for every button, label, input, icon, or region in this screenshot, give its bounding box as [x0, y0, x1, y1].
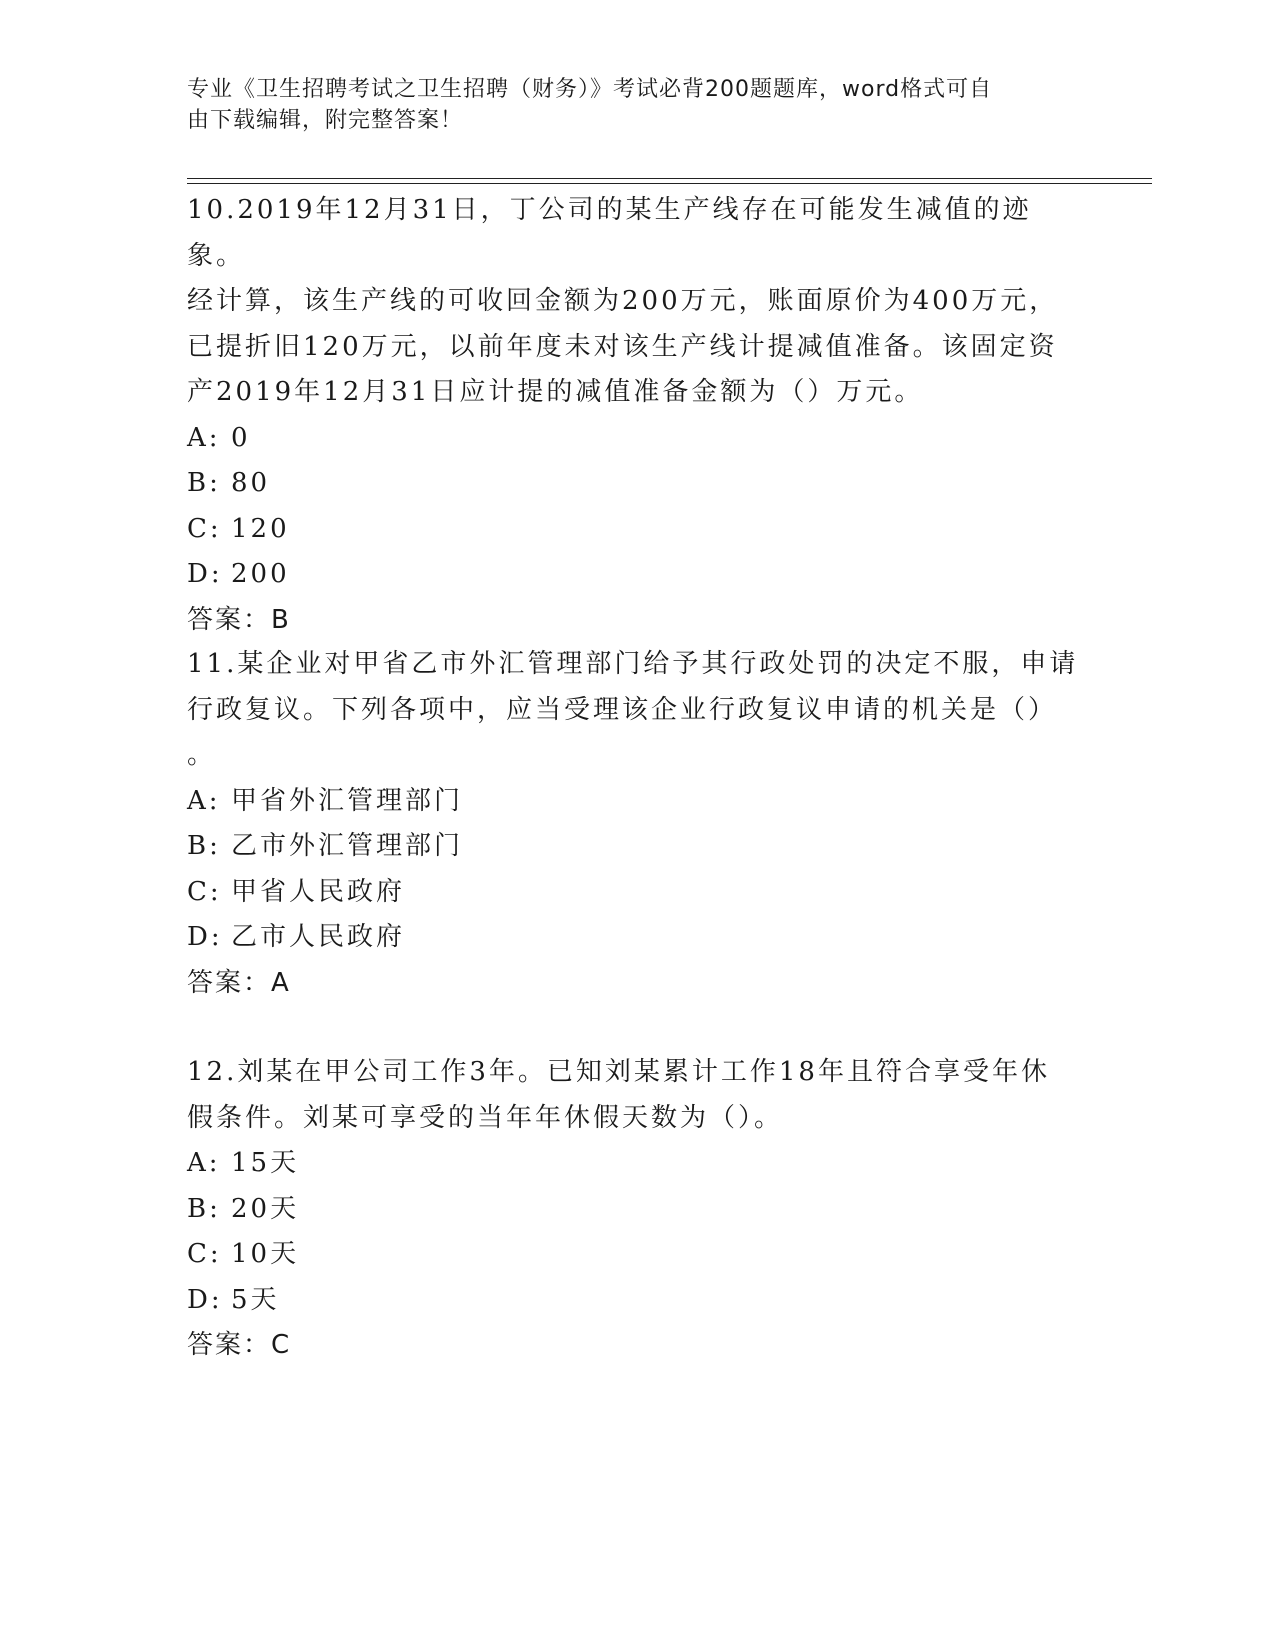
header-divider-bottom — [187, 183, 1152, 184]
answer-line: 答案：C — [187, 1330, 292, 1360]
option-c — [187, 1232, 1087, 1278]
question-stem — [187, 188, 1087, 416]
option-a — [187, 416, 1087, 462]
option-text: 0 — [231, 422, 251, 453]
stem-line: 假条件。刘某可享受的当年年休假天数为（）。 — [187, 1102, 784, 1133]
option-text: 乙市人民政府 — [231, 922, 406, 952]
option-a — [187, 1141, 1087, 1187]
option-d — [187, 915, 1087, 961]
header-line-1: 专业《卫生招聘考试之卫生招聘（财务）》考试必背200题题库，word格式可自 — [187, 77, 993, 102]
option-b — [187, 824, 1087, 870]
question-stem — [187, 642, 1087, 779]
option-list — [187, 779, 1087, 961]
stem-line: 11.某企业对甲省乙市外汇管理部门给予其行政处罚的决定不服，申请 — [187, 649, 1079, 679]
stem-line: 10.2019年12月31日，丁公司的某生产线存在可能发生减值的迹象。 — [187, 195, 1032, 271]
document-header — [187, 74, 1087, 136]
option-text: 80 — [231, 468, 271, 498]
question-11 — [187, 642, 1087, 1006]
option-c — [187, 870, 1087, 916]
stem-line: 经计算，该生产线的可收回金额为200万元，账面原价为400万元， — [187, 286, 1059, 316]
stem-line: 。 — [187, 740, 217, 770]
option-text: 5天 — [231, 1284, 280, 1315]
option-text: 15天 — [231, 1148, 300, 1178]
option-letter: D: — [187, 922, 223, 952]
header-line-2: 由下载编辑，附完整答案！ — [187, 108, 464, 133]
option-d — [187, 1278, 1087, 1324]
question-10 — [187, 188, 1087, 643]
option-letter: B: — [187, 1193, 221, 1224]
option-letter: A: — [187, 1148, 221, 1178]
option-text: 甲省人民政府 — [231, 876, 406, 907]
option-letter: A: — [187, 785, 221, 816]
option-letter: C: — [187, 1239, 222, 1269]
option-text: 20天 — [231, 1193, 300, 1224]
stem-line: 行政复议。下列各项中，应当受理该企业行政复议申请的机关是（） — [187, 694, 1058, 725]
option-text: 10天 — [231, 1239, 300, 1269]
option-list — [187, 1141, 1087, 1323]
answer-line: 答案：A — [187, 967, 291, 998]
option-text: 120 — [231, 513, 290, 544]
option-letter: D: — [187, 1284, 223, 1315]
stem-line: 已提折旧120万元，以前年度未对该生产线计提减值准备。该固定资 — [187, 331, 1058, 362]
question-stem — [187, 1050, 1087, 1141]
header-divider-top — [187, 178, 1152, 179]
option-c — [187, 507, 1087, 553]
option-letter: B: — [187, 468, 221, 498]
option-list — [187, 416, 1087, 598]
stem-line: 产2019年12月31日应计提的减值准备金额为（）万元。 — [187, 377, 924, 407]
option-letter: B: — [187, 831, 221, 861]
answer-line: 答案：B — [187, 604, 291, 635]
option-d — [187, 552, 1087, 598]
option-text: 乙市外汇管理部门 — [231, 831, 464, 861]
option-letter: C: — [187, 876, 222, 907]
question-12 — [187, 1050, 1087, 1369]
option-letter: D: — [187, 559, 223, 589]
option-letter: A: — [187, 422, 221, 453]
option-text: 甲省外汇管理部门 — [231, 785, 464, 816]
option-b — [187, 461, 1087, 507]
stem-line: 12.刘某在甲公司工作3年。已知刘某累计工作18年且符合享受年休 — [187, 1057, 1050, 1087]
option-letter: C: — [187, 513, 222, 544]
option-b — [187, 1187, 1087, 1233]
option-text: 200 — [231, 559, 290, 589]
option-a — [187, 779, 1087, 825]
